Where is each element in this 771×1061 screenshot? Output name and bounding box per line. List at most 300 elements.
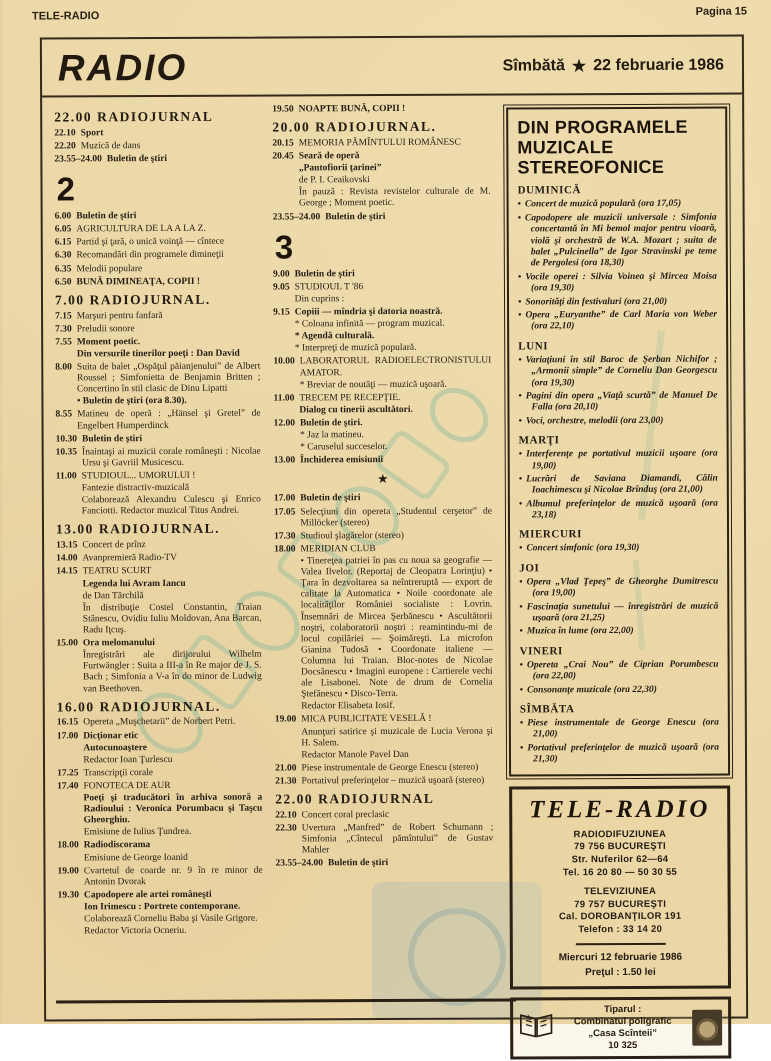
- issue-date: [503, 56, 724, 77]
- entry-title: Moment poetic.: [76, 336, 141, 348]
- stereo-program-item: [519, 601, 718, 625]
- bullet-icon: •: [519, 743, 524, 754]
- stereo-item-text: Portativul preferinţelor de muzică uşoară (ora 21,30): [527, 742, 719, 765]
- stereo-item-text: Opera „Vlad Ţepeş” de Gheorghe Dumitrescu (ora 19,00): [526, 576, 719, 599]
- program-entry: [55, 224, 260, 236]
- side-column: [503, 103, 734, 1051]
- bullet-icon: •: [518, 355, 522, 366]
- radio-program-box: [40, 34, 748, 1051]
- entry-time: 19.00: [57, 866, 79, 877]
- stereo-day-name: DUMINICĂ: [517, 184, 582, 197]
- entry-title: Suita de balet „Ospăţul păianjenului” de Albert Roussel ; Simfonietta de Benjamin Britten ; Concertino în stil clasic de Dinu Lipatti: [76, 361, 261, 395]
- entry-title: Sport: [80, 128, 104, 139]
- program-entry: [275, 791, 493, 808]
- entry-time: 22.20: [54, 141, 76, 152]
- entry-time: 12.00: [273, 418, 295, 429]
- program-entry: [273, 356, 491, 391]
- entry-detail: Redactor Elisabeta Iosif.: [301, 701, 395, 712]
- section-number: 3: [274, 228, 294, 266]
- stereo-box-title: DIN PROGRAMELE MUZICALE STEREOFONICE: [517, 116, 688, 178]
- program-entry: [56, 566, 261, 637]
- entry-title: BUNĂ DIMINEAŢA, COPII !: [76, 276, 201, 288]
- entry-time: 18.00: [57, 840, 79, 851]
- entry-title: Matineu de operă : „Hänsel şi Gretel” de Engelbert Humperdinck: [77, 409, 261, 431]
- entry-time: 13.15: [56, 540, 78, 551]
- stereo-program-item: [518, 296, 717, 308]
- divider: [575, 943, 665, 945]
- program-entry: [54, 127, 259, 139]
- printer-line: Combinatul poligrafic: [573, 1015, 672, 1028]
- address-line: Telefon : 33 14 20: [578, 924, 663, 936]
- program-entry: [275, 809, 493, 821]
- entry-time: 22.00: [54, 109, 93, 125]
- tv-address-block: [521, 885, 720, 937]
- entry-title: Buletin de ştiri: [294, 268, 355, 280]
- entry-detail: Dialog cu tinerii ascultători.: [299, 404, 413, 416]
- entry-time: 9.05: [272, 282, 290, 293]
- program-entry: [272, 119, 490, 136]
- entry-time: 7.30: [55, 324, 72, 335]
- entry-time: 20.15: [272, 138, 294, 149]
- entry-title: STUDIOUL T '86: [294, 281, 364, 293]
- stereo-day-name: MARŢI: [518, 434, 560, 447]
- entry-title: RADIOJURNAL.: [89, 291, 211, 308]
- entry-time: 17.05: [273, 506, 296, 518]
- stereo-program-item: [518, 354, 717, 389]
- program-entry: [272, 104, 490, 116]
- entry-detail: Redactor Ioan Ţurlescu: [83, 754, 173, 766]
- bullet-icon: •: [517, 213, 522, 224]
- entry-detail: * Caruselul succeselor.: [300, 442, 388, 453]
- entry-time: 23.55–24.00: [54, 154, 102, 165]
- address-line: 79 757 BUCUREŞTI: [574, 898, 667, 910]
- entry-title: Buletin de ştiri: [325, 211, 386, 222]
- entry-time: 9.00: [272, 269, 290, 280]
- stereo-item-text: Fascinaţia sunetului — înregistrări de muzică uşoară (ora 21,25): [526, 601, 719, 624]
- entry-detail: * Interpreţi de muzică populară.: [294, 343, 417, 354]
- entry-detail: Înregistrări ale dirijorului Wilhelm Furtwängler : Suita a III-a în Re major de J. S. Bach ; Simfonia a V-a în do minor de Ludwig van Beethoven.: [82, 649, 262, 694]
- stereo-item-text: Albumul preferinţelor de muzică uşoară (ora 23,18): [526, 498, 718, 521]
- entry-title: STUDIOUL... UMORULUI !: [81, 470, 196, 482]
- program-column-2: [272, 104, 494, 1005]
- page-number: Pagina 15: [695, 5, 748, 18]
- entry-title: AGRICULTURA DE LA A LA Z.: [76, 224, 206, 235]
- stereo-item-text: Pagini din opera „Viaţă scurtă” de Manuel De Falla (ora 20,10): [525, 390, 718, 413]
- program-entry: [275, 762, 493, 774]
- stereo-program-item: [519, 543, 718, 555]
- stereo-days-list: [518, 184, 719, 766]
- entry-title: Radiodiscorama: [83, 840, 151, 851]
- entry-detail: Anunţuri satirice şi muzicale de Lucia Verona şi H. Salem.: [301, 726, 493, 749]
- stereo-program-item: [518, 271, 717, 295]
- bullet-icon: •: [518, 416, 522, 427]
- entry-time: 20.00: [272, 119, 311, 135]
- stereo-program-item: [520, 742, 719, 766]
- bullet-icon: •: [519, 660, 523, 671]
- stereo-program-item: [520, 659, 719, 683]
- program-entry: [275, 858, 493, 870]
- stereo-day-name: SÎMBĂTA: [519, 703, 575, 716]
- program-entry: [55, 211, 260, 223]
- entry-detail: Fantezie distractiv-muzicală: [81, 482, 190, 494]
- entry-detail: * Agendă culturală.: [294, 331, 375, 342]
- entry-time: 17.00: [273, 493, 296, 504]
- stereo-item-text: Consonanţe muzicale (ora 22,30): [527, 684, 657, 695]
- program-entry: [57, 865, 262, 888]
- program-entry: [56, 638, 261, 695]
- stereo-program-item: [520, 718, 719, 742]
- entry-detail: Redactor Victoria Ocneriu.: [84, 926, 187, 937]
- page-title: RADIO: [57, 46, 188, 89]
- program-entry: [272, 137, 490, 149]
- program-entry: [55, 237, 260, 249]
- bullet-icon: •: [519, 577, 523, 588]
- program-entry: [55, 409, 260, 432]
- stereo-item-text: Concert simfonic (ora 19,30): [526, 543, 640, 554]
- bullet-icon: •: [518, 474, 523, 485]
- star-separator-icon: ★: [376, 471, 389, 487]
- stereo-program-item: [518, 310, 717, 334]
- program-entry: [274, 455, 492, 467]
- stereo-day-name: LUNI: [518, 340, 549, 353]
- entry-title: MEMORIA PĂMÎNTULUI ROMÂNESC: [298, 137, 461, 149]
- entry-title: Buletin de ştiri.: [299, 418, 363, 429]
- price-line: Preţul : 1.50 lei: [585, 966, 656, 978]
- entry-title: Opereta „Muşchetarii” de Norbert Petri.: [83, 717, 236, 728]
- entry-title: Uvertura „Manfred” de Robert Schumann ; Simfonia „Cîntecul pămîntului” de Gustav Mahler: [301, 822, 494, 856]
- bullet-icon: •: [518, 449, 523, 460]
- program-entry: [56, 446, 261, 469]
- entry-title: Partid şi ţară, o unică voinţă — cîntece: [76, 237, 225, 248]
- bullet-icon: •: [519, 602, 523, 613]
- entry-detail: Legenda lui Avram Iancu: [82, 578, 186, 589]
- address-line: Cal. DOROBANŢILOR 191: [558, 911, 682, 923]
- bullet-icon: •: [518, 297, 522, 308]
- stereo-programs-box: [506, 107, 730, 776]
- program-entry: [275, 823, 493, 857]
- program-entry: [55, 250, 260, 262]
- program-entry: [55, 362, 260, 408]
- entry-detail: * Breviar de noutăţi — muzică uşoară.: [299, 379, 447, 391]
- teleradio-contact-box: [509, 785, 731, 989]
- program-entry: [57, 730, 262, 766]
- issue-date-line: Miercuri 12 februarie 1986: [558, 951, 683, 964]
- stereo-program-item: [519, 449, 718, 473]
- entry-detail: Autocunoaştere: [83, 742, 148, 753]
- stereo-program-item: [519, 576, 718, 600]
- stereo-item-text: Variaţiuni în stil Baroc de Şerban Nichifor ; „Armonii simple” de Corneliu Dan Georgescu (ora 19,30): [525, 354, 718, 388]
- entry-detail: * Jaz la matineu.: [299, 430, 364, 441]
- entry-title: RADIOJURNAL: [318, 790, 435, 807]
- entry-title: Marşuri pentru fanfară: [76, 310, 163, 321]
- entry-time: 22.10: [54, 128, 76, 139]
- entry-title: Înaintaşi ai muzicii corale româneşti : Nicolae Ursu şi Gavriil Musicescu.: [82, 446, 261, 469]
- stereo-day-name: VINERI: [519, 645, 563, 658]
- bullet-icon: •: [517, 272, 522, 283]
- stereo-program-item: [518, 212, 717, 270]
- entry-title: Închiderea emisiunii: [300, 455, 384, 466]
- program-entry: [57, 717, 262, 729]
- bullet-icon: •: [519, 685, 524, 696]
- entry-title: Piese instrumentale de George Enescu (stereo): [301, 762, 479, 774]
- bullet-icon: •: [518, 499, 523, 510]
- entry-time: 23.55–24.00: [275, 858, 324, 869]
- stereo-program-item: [518, 199, 717, 211]
- stereo-program-item: [520, 684, 719, 696]
- entry-time: 6.50: [54, 277, 72, 288]
- entry-time: 18.00: [274, 544, 296, 555]
- entry-time: 6.30: [54, 250, 72, 261]
- masthead-row: [32, 6, 747, 23]
- program-entry: [55, 276, 260, 288]
- entry-title: Recomandări din programele dimineţii: [76, 250, 224, 261]
- bullet-icon: •: [518, 310, 522, 321]
- entry-detail: Poeţi şi traducători în arhiva sonoră a Radioului : Veronica Porumbacu şi Taşcu Gheorghiu.: [83, 792, 263, 826]
- stereo-program-item: [519, 473, 718, 497]
- program-entry: [57, 781, 262, 839]
- entry-time: 6.35: [54, 263, 72, 275]
- program-entry: [56, 540, 261, 552]
- printer-line: 10 325: [608, 1039, 638, 1051]
- address-line: Tel. 16 20 80 — 50 30 55: [562, 866, 678, 879]
- program-entry: [54, 140, 259, 152]
- program-entry: [57, 767, 262, 779]
- entry-title: RADIOJURNAL.: [98, 521, 221, 537]
- program-entry: [272, 151, 490, 210]
- entry-time: 19.30: [57, 890, 79, 901]
- issue-day: Sîmbătă: [502, 57, 565, 75]
- section-number: 2: [56, 170, 75, 208]
- program-entry: [274, 506, 492, 529]
- entry-detail: • Tinereţea patriei în pas cu noua sa geografie — Valea Ilvelor. (Reportaj de Cleopatra Lorinţiu) • Ţara în dezvoltarea sa neîntreruptă — export de calitate la Automatica • Noile coordonate ale localităţilor României socialiste : Lovrin. Însemnări de Mircea Şerbănescu • Ascultătorii noştri, colaboratorii noştri : reamintindu-mi de locul copilăriei — Şoimăreşti. La microfon Gianina Tudosă • Coordonate italiene — Columna lui Traian. Bloc-notes de Nicolae Docsănescu • Imagini europene : Cartierele vechi ale Lisabonei. Note de drum de Cornelia Ştefănescu • Disco-Terra.: [300, 555, 493, 700]
- entry-title: Portativul preferinţelor – muzică uşoară (stereo): [301, 775, 485, 787]
- entry-time: 10.00: [273, 356, 295, 367]
- entry-detail: În pauză : Revista revistelor culturale de M. George ; Moment poetic.: [298, 186, 491, 209]
- program-entry: [56, 433, 261, 445]
- entry-time: 15.00: [56, 638, 78, 649]
- entry-title: NOAPTE BUNĂ, COPII !: [298, 103, 406, 115]
- entry-time: 7.15: [55, 310, 72, 322]
- entry-detail: Redactor Manole Pavel Dan: [301, 749, 409, 761]
- entry-title: Transcripţii corale: [83, 767, 154, 779]
- entry-title: TEATRU SCURT: [82, 566, 152, 577]
- entry-title: Selecţiuni din opereta „Studentul cerşetor” de Millöcker (stereo): [300, 506, 492, 529]
- entry-time: 11.00: [273, 393, 295, 404]
- address-line: 79 756 BUCUREŞTI: [573, 841, 666, 853]
- entry-title: MICA PUBLICITATE VESELĂ !: [301, 714, 432, 725]
- entry-time: 17.25: [57, 768, 79, 779]
- program-entry: [54, 154, 259, 166]
- entry-title: Avanpremieră Radio-TV: [82, 553, 178, 564]
- entry-title: Concert de prînz: [82, 540, 146, 551]
- entry-time: 8.00: [55, 362, 72, 373]
- entry-title: Copiii — mîndria şi datoria noastră.: [294, 306, 443, 318]
- entry-detail: Din versurile tinerilor poeţi : Dan David: [76, 348, 240, 360]
- address-line: RADIODIFUZIUNEA: [573, 828, 667, 840]
- entry-detail: • Buletin de ştiri (ora 8.30).: [77, 396, 187, 407]
- printer-line: „Casa Scînteii”: [588, 1027, 658, 1039]
- entry-title: Muzică de dans: [80, 140, 141, 152]
- bullet-icon: •: [519, 543, 523, 554]
- entry-time: 19.00: [274, 714, 297, 726]
- entry-time: 7.00: [54, 292, 85, 308]
- entry-title: Melodii populare: [76, 263, 143, 274]
- entry-time: 6.15: [54, 237, 72, 248]
- entry-time: 14.00: [56, 553, 78, 564]
- entry-time: 21.00: [275, 763, 297, 774]
- entry-time: 16.15: [56, 717, 79, 728]
- entry-time: 6.00: [54, 211, 72, 222]
- program-entry: [55, 310, 260, 322]
- entry-time: 14.15: [56, 566, 78, 577]
- entry-detail: În distribuţie Costel Constantin, Traian Stănescu, Ovidiu Iuliu Moldovan, Ana Barcan, Radu Iţcuş.: [82, 602, 262, 636]
- stereo-item-text: Voci, orchestre, melodii (ora 23,00): [525, 415, 664, 427]
- stereo-program-item: [519, 498, 718, 522]
- entry-title: FONOTECA DE AUR: [83, 780, 171, 792]
- entry-detail: Colaborează Corneliu Baba şi Vasile Grigore.: [84, 913, 258, 925]
- star-icon: ★: [571, 58, 587, 76]
- program-entry: [57, 698, 262, 715]
- entry-detail: Colaborează Alexandru Culescu şi Enrico Fanciotti. Redactor muzical Titus Andrei.: [81, 494, 261, 517]
- entry-time: 10.35: [55, 447, 78, 458]
- program-entry: [273, 211, 491, 223]
- stereo-program-item: [519, 415, 718, 427]
- entry-title: Dicţionar etic: [83, 730, 139, 741]
- program-entry: [274, 493, 492, 505]
- entry-time: 17.40: [57, 781, 79, 792]
- entry-time: 13.00: [273, 455, 296, 466]
- entry-time: 19.50: [272, 104, 294, 115]
- entry-time: 22.00: [275, 791, 314, 807]
- stereo-day-name: MIERCURI: [519, 528, 582, 541]
- open-book-icon: [519, 1012, 553, 1045]
- issue-date-text: 22 februarie 1986: [593, 56, 725, 75]
- title-row: [42, 36, 742, 97]
- stereo-item-text: Vocile operei : Silvia Voinea şi Mircea Moisa (ora 19,30): [525, 271, 717, 294]
- entry-detail: de Dan Tărchilă: [82, 590, 144, 601]
- program-entry: [273, 307, 491, 355]
- entry-detail: Emisiune de Iulius Ţundrea.: [83, 827, 192, 838]
- entry-time: 23.55–24.00: [272, 211, 321, 223]
- stereo-program-item: [518, 391, 717, 415]
- masthead: TELE-RADIO: [31, 10, 100, 23]
- entry-time: 20.45: [272, 151, 294, 162]
- entry-time: 17.30: [274, 531, 296, 542]
- printer-stamp-icon: [692, 1009, 722, 1045]
- program-entry: [57, 840, 262, 864]
- entry-detail: Ion Irimescu : Portrete contemporane.: [84, 901, 241, 913]
- stereo-item-text: Opereta „Crai Nou” de Ciprian Porumbescu (ora 22,00): [526, 659, 719, 682]
- entry-detail: Din cuprins :: [294, 294, 345, 305]
- stereo-day-name: JOI: [519, 562, 540, 575]
- program-entry: [56, 521, 261, 538]
- entry-title: MERIDIAN CLUB: [300, 543, 376, 555]
- program-entry: [55, 323, 260, 335]
- entry-title: Buletin de ştiri: [300, 493, 361, 504]
- program-entry: [56, 553, 261, 565]
- bullet-icon: •: [519, 626, 523, 637]
- program-entry: [273, 268, 491, 280]
- teleradio-title: TELE-RADIO: [528, 795, 711, 823]
- stereo-item-text: Sonorităţi din festivaluri (ora 21,00): [525, 296, 668, 308]
- entry-time: 22.10: [275, 810, 297, 821]
- program-entry: [55, 263, 260, 275]
- entry-title: Buletin de ştiri: [76, 211, 137, 222]
- entry-time: 21.30: [275, 776, 297, 787]
- stereo-item-text: Lucrări de Saviana Diamandi, Călin Ioachimescu şi Nicolae Brînduş (ora 21,00): [526, 473, 718, 496]
- program-entry: [54, 109, 259, 126]
- entry-time: 22.30: [275, 823, 297, 834]
- address-line: Str. Nuferilor 62—64: [571, 853, 669, 866]
- address-line: TELEVIZIUNEA: [583, 885, 657, 897]
- entry-time: 11.00: [55, 471, 77, 482]
- entry-title: RADIOJURNAL.: [315, 118, 437, 135]
- entry-title: Buletin de ştiri: [327, 858, 389, 869]
- entry-time: 13.00: [55, 521, 94, 537]
- entry-detail: * Coloana infinită — program muzical.: [294, 318, 445, 330]
- entry-detail: de P. I. Ceaikovski: [298, 175, 370, 186]
- stereo-item-text: Capodopere ale muzicii universale : Simfonia concertantă în Mi bemol major pentru vioară, violă şi orchestră de W.A. Mozart ; suita de balet „Pulcinella” de Igor Stravinski pe teme de Pergolesi (ora 18,30): [525, 212, 717, 269]
- program-entry: [274, 530, 492, 542]
- entry-title: Cvartetul de coarde nr. 9 în re minor de Antonin Dvorak: [83, 865, 263, 888]
- entry-title: Seară de operă: [298, 151, 360, 162]
- radio-address-block: [520, 828, 719, 880]
- printer-text: [559, 1004, 686, 1052]
- entry-time: 7.55: [55, 337, 72, 348]
- program-entry: [274, 418, 492, 454]
- stereo-item-text: Piese instrumentale de George Enescu (ora 21,00): [527, 717, 719, 740]
- program-columns: [42, 94, 746, 1051]
- entry-title: Preludii sonore: [76, 323, 135, 335]
- stereo-item-text: Interferenţe pe portativul muzicii uşoare (ora 19,00): [526, 448, 718, 471]
- program-entry: [56, 471, 261, 518]
- program-entry: [55, 291, 260, 308]
- program-entry: [58, 889, 263, 937]
- stereo-item-text: Opera „Euryanthe” de Carl Maria von Weber (ora 22,10): [525, 309, 718, 332]
- entry-title: Studioul şlagărelor (stereo): [300, 530, 404, 542]
- entry-title: TRECEM PE RECEPŢIE.: [299, 392, 401, 404]
- entry-title: Ora melomanului: [82, 638, 155, 649]
- entry-title: Capodopere ale artei româneşti: [83, 889, 212, 901]
- entry-time: 16.00: [56, 698, 95, 715]
- program-entry: [273, 392, 491, 416]
- bullet-icon: •: [519, 718, 524, 729]
- entry-title: Buletin de ştiri: [81, 433, 143, 445]
- entry-title: Buletin de ştiri: [106, 153, 168, 165]
- entry-time: 17.00: [56, 730, 79, 741]
- entry-title: RADIOJURNAL.: [99, 698, 221, 714]
- stereo-item-text: Muzica în lume (ora 22,00): [526, 626, 634, 637]
- program-entry: [274, 543, 493, 713]
- program-entry: [275, 714, 493, 761]
- bullet-icon: •: [518, 391, 522, 402]
- program-column-1: [54, 105, 263, 1006]
- bullet-icon: •: [517, 199, 521, 210]
- printer-line: Tiparul :: [603, 1003, 642, 1016]
- entry-title: LABORATORUL RADIOELECTRONISTULUI AMATOR.: [299, 355, 492, 378]
- entry-detail: Emisiune de George Ioanid: [83, 852, 188, 863]
- printer-box: [510, 997, 731, 1059]
- program-entry: [55, 336, 260, 360]
- entry-detail: „Pantofiorii ţarinei”: [298, 163, 382, 174]
- stereo-program-item: [519, 626, 718, 638]
- entry-title: RADIOJURNAL: [97, 108, 214, 125]
- program-entry: [275, 776, 493, 788]
- program-entry: [273, 281, 491, 305]
- entry-time: 10.30: [55, 434, 78, 445]
- entry-title: Concert coral preclasic: [301, 809, 390, 821]
- entry-time: 9.15: [273, 307, 290, 318]
